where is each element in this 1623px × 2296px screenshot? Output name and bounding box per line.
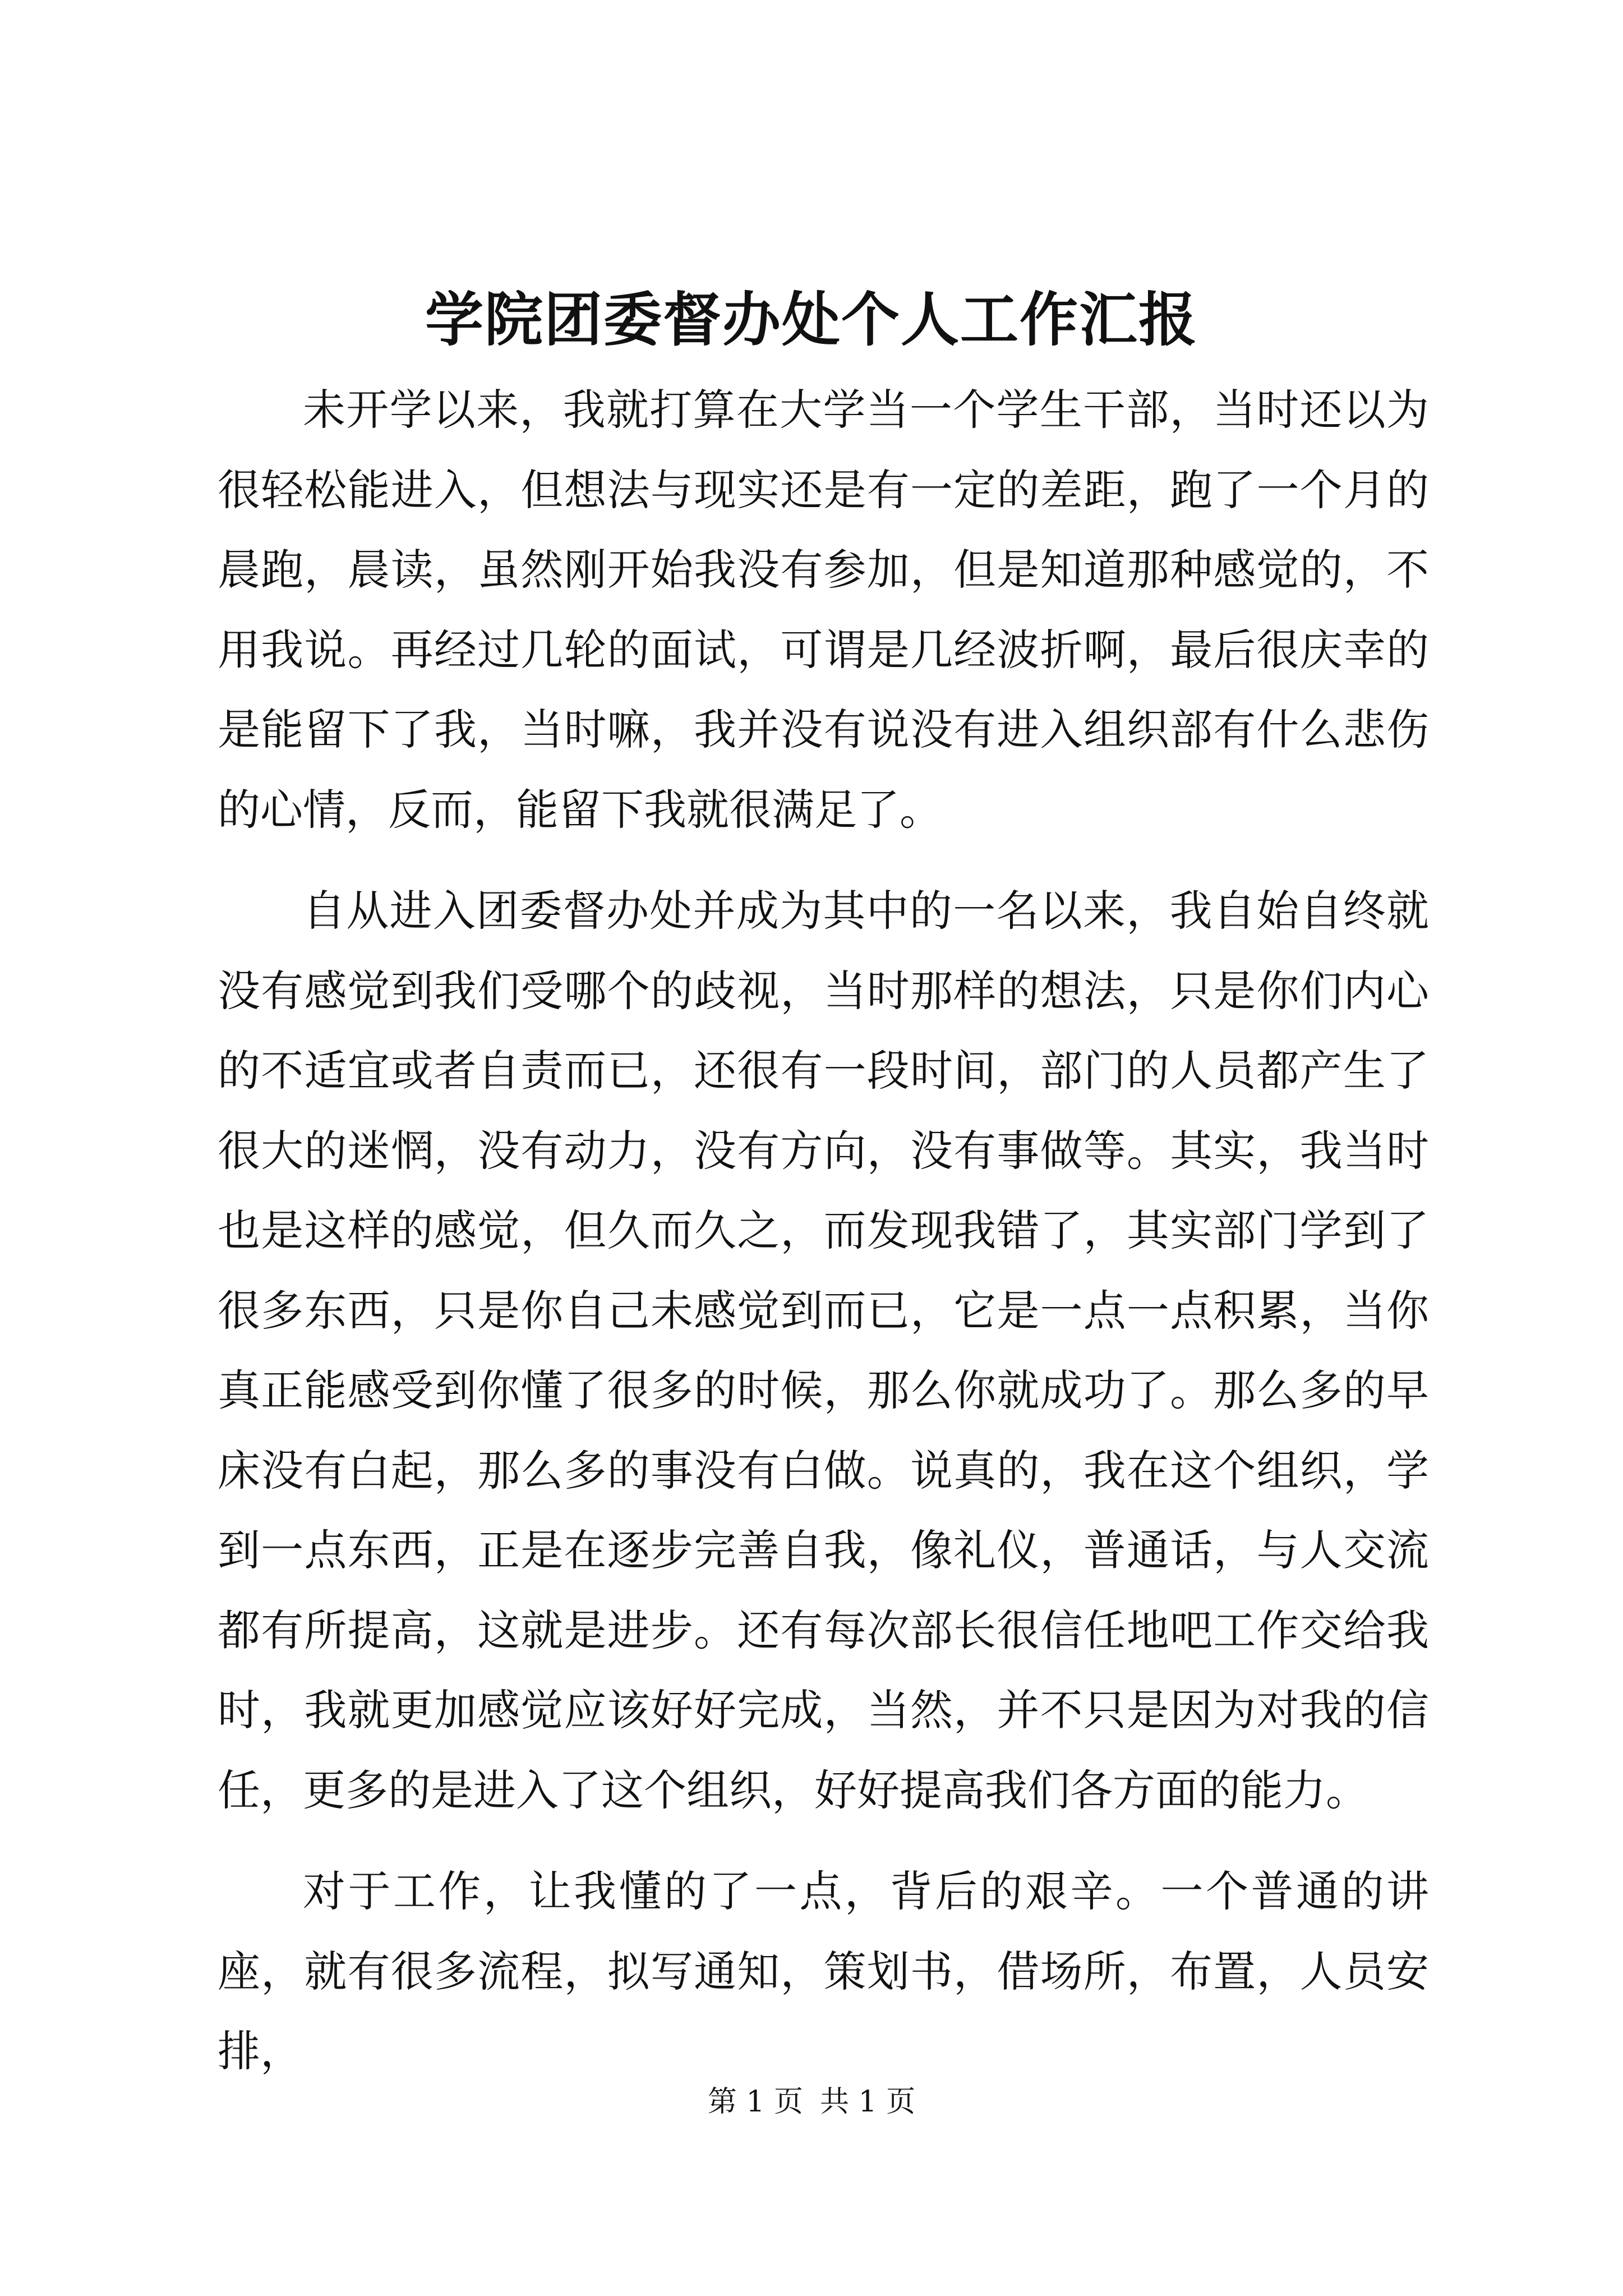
paragraph-2: 自从进入团委督办处并成为其中的一名以来，我自始自终就没有感觉到我们受哪个的歧视，当时那样的想法，只是你们内心的不适宜或者自责而已，还很有一段时间，部门的人员都产生了很大的迷惘，没有动力，没有方向，没有事做等。其实，我当时也是这样的感觉，但久而久之，而发现我错了，其实部门学到了很多东西，只是你自己未感觉到而已，它是一点一点积累，当你真正能感受到你懂了很多的时候，那么你就成功了。那么多的早床没有白起，那么多的事没有白做。说真的，我在这个组织，学到一点东西，正是在逐步完善自我，像礼仪，普通话，与人交流都有所提高，这就是进步。还有每次部长很信任地吧工作交给我时，我就更加感觉应该好好完成，当然，并不只是因为对我的信任，更多的是进入了这个组织，好好提高我们各方面的能力。 bbox=[218, 886, 1429, 1815]
page-footer bbox=[0, 2082, 1623, 2122]
document-title: 学院团委督办处个人工作汇报 bbox=[425, 285, 1198, 354]
document-body bbox=[218, 370, 1429, 2092]
paragraph-1: 未开学以来，我就打算在大学当一个学生干部，当时还以为很轻松能进入，但想法与现实还是有一定的差距，跑了一个月的晨跑，晨读，虽然刚开始我没有参加，但是知道那种感觉的，不用我说。再经过几轮的面试，可谓是几经波折啊，最后很庆幸的是能留下了我，当时嘛，我并没有说没有进入组织部有什么悲伤的心情，反而，能留下我就很满足了。 bbox=[218, 385, 1429, 835]
paragraph-3: 对于工作，让我懂的了一点，背后的艰辛。一个普通的讲座，就有很多流程，拟写通知，策划书，借场所，布置，人员安排， bbox=[218, 1866, 1429, 2076]
page-number: 第 1 页 bbox=[707, 2085, 803, 2119]
page-total: 共 1 页 bbox=[820, 2085, 916, 2119]
